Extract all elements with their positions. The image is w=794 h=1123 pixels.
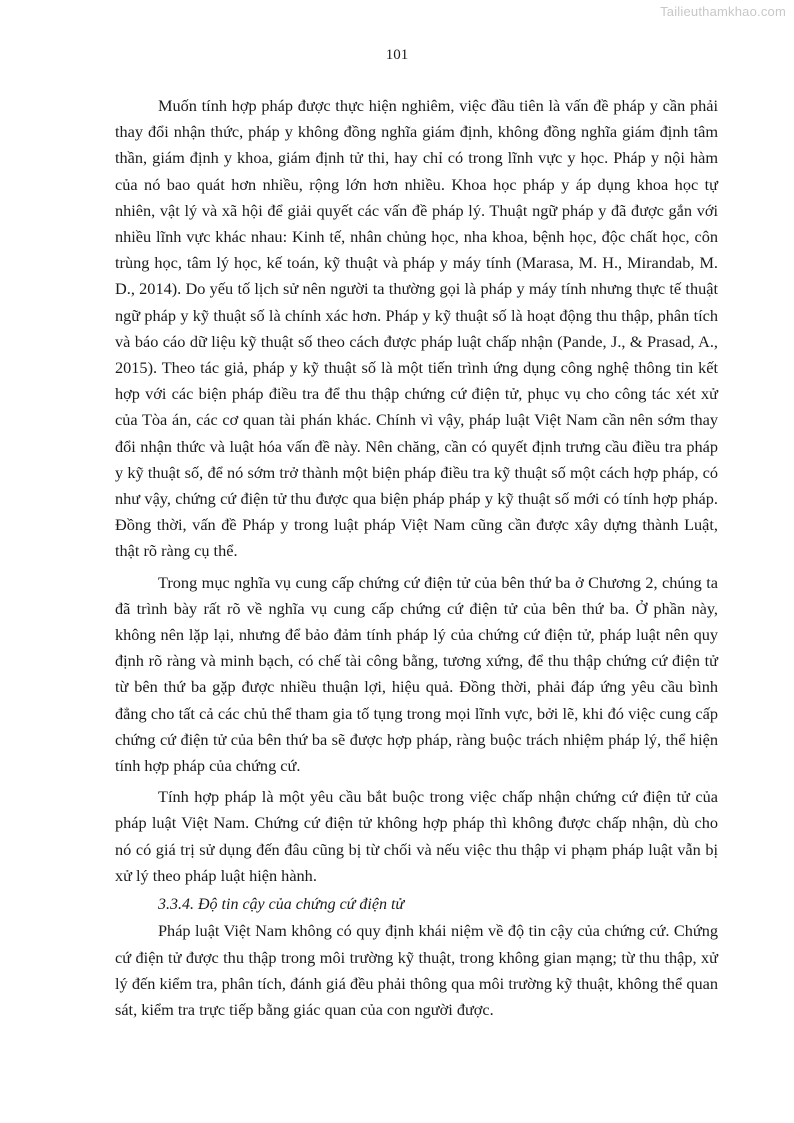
paragraph-3: Tính hợp pháp là một yêu cầu bắt buộc trong việc chấp nhận chứng cứ điện tử của pháp luật Việt Nam. Chứng cứ điện tử không hợp pháp thì không được chấp nhận, dù cho nó có giá trị sử dụng đến đâu cũng bị từ chối và nếu việc thu thập vi phạm pháp luật vẫn bị xử lý theo pháp luật hiện hành. bbox=[115, 787, 718, 885]
paragraph-1: Muốn tính hợp pháp được thực hiện nghiêm, việc đầu tiên là vấn đề pháp y cần phải thay đổi nhận thức, pháp y không đồng nghĩa giám định, không đồng nghĩa giám định tâm thần, giám định y khoa, giám định tử thi, hay chỉ có trong lĩnh vực y học. Pháp y nội hàm của nó bao quát hơn nhiều, rộng lớn hơn nhiều. Khoa học pháp y áp dụng khoa học tự nhiên, vật lý và xã hội để giải quyết các vấn đề pháp lý. Thuật ngữ pháp y đã được gắn với nhiều lĩnh vực khác nhau: Kinh tế, nhân chủng học, nha khoa, bệnh học, độc chất học, côn trùng học, tâm lý học, kế toán, kỹ thuật và pháp y máy tính (Marasa, M. H., Mirandab, M. D., 2014). Do yếu tố lịch sử nên người ta thường gọi là pháp y máy tính nhưng thực tế thuật ngữ pháp y kỹ thuật số là chính xác hơn. Pháp y kỹ thuật số là hoạt động thu thập, phân tích và báo cáo dữ liệu kỹ thuật số theo cách được pháp luật chấp nhận (Pande, J., & Prasad, A., 2015). Theo tác giả, pháp y kỹ thuật số là một tiến trình ứng dụng công nghệ thông tin kết hợp với các biện pháp điều tra để thu thập chứng cứ điện tử, phục vụ cho công tác xét xử của Tòa án, các cơ quan tài phán khác. Chính vì vậy, pháp luật Việt Nam cần nên sớm thay đổi nhận thức và luật hóa vấn đề này. Nên chăng, cần có quyết định trưng cầu điều tra pháp y kỹ thuật số, để nó sớm trở thành một biện pháp điều tra kỹ thuật số một cách hợp pháp, có như vậy, chứng cứ điện tử thu được qua biện pháp pháp y kỹ thuật số mới có tính hợp pháp. Đồng thời, vấn đề Pháp y trong luật pháp Việt Nam cũng cần được xây dựng thành Luật, thật rõ ràng cụ thể. bbox=[115, 96, 718, 561]
paragraph-2: Trong mục nghĩa vụ cung cấp chứng cứ điện tử của bên thứ ba ở Chương 2, chúng ta đã trình bày rất rõ về nghĩa vụ cung cấp chứng cứ điện tử của bên thứ ba. Ở phần này, không nên lặp lại, nhưng để bảo đảm tính pháp lý của chứng cứ điện tử, pháp luật nên quy định rõ ràng và minh bạch, có chế tài công bằng, tương xứng, để thu thập chứng cứ điện tử từ bên thứ ba gặp được nhiều thuận lợi, hiệu quả. Đồng thời, phải đáp ứng yêu cầu bình đẳng cho tất cả các chủ thể tham gia tố tụng trong mọi lĩnh vực, bởi lẽ, khi đó việc cung cấp chứng cứ điện tử của bên thứ ba sẽ được hợp pháp, ràng buộc trách nhiệm pháp lý, thể hiện tính hợp pháp của chứng cứ. bbox=[115, 572, 718, 776]
paragraph-4: Pháp luật Việt Nam không có quy định khái niệm về độ tin cậy của chứng cứ. Chứng cứ điện tử được thu thập trong môi trường kỹ thuật, trong không gian mạng; từ thu thập, xử lý đến kiểm tra, phân tích, đánh giá đều phải thông qua môi trường kỹ thuật, không thể quan sát, kiểm tra trực tiếp bằng giác quan của con người được. bbox=[115, 921, 718, 1019]
document-body bbox=[115, 93, 718, 1023]
section-heading: 3.3.4. Độ tin cậy của chứng cứ điện tử bbox=[158, 896, 405, 914]
page-number: 101 bbox=[385, 47, 409, 63]
watermark: Tailieuthamkhao.com bbox=[660, 4, 786, 19]
